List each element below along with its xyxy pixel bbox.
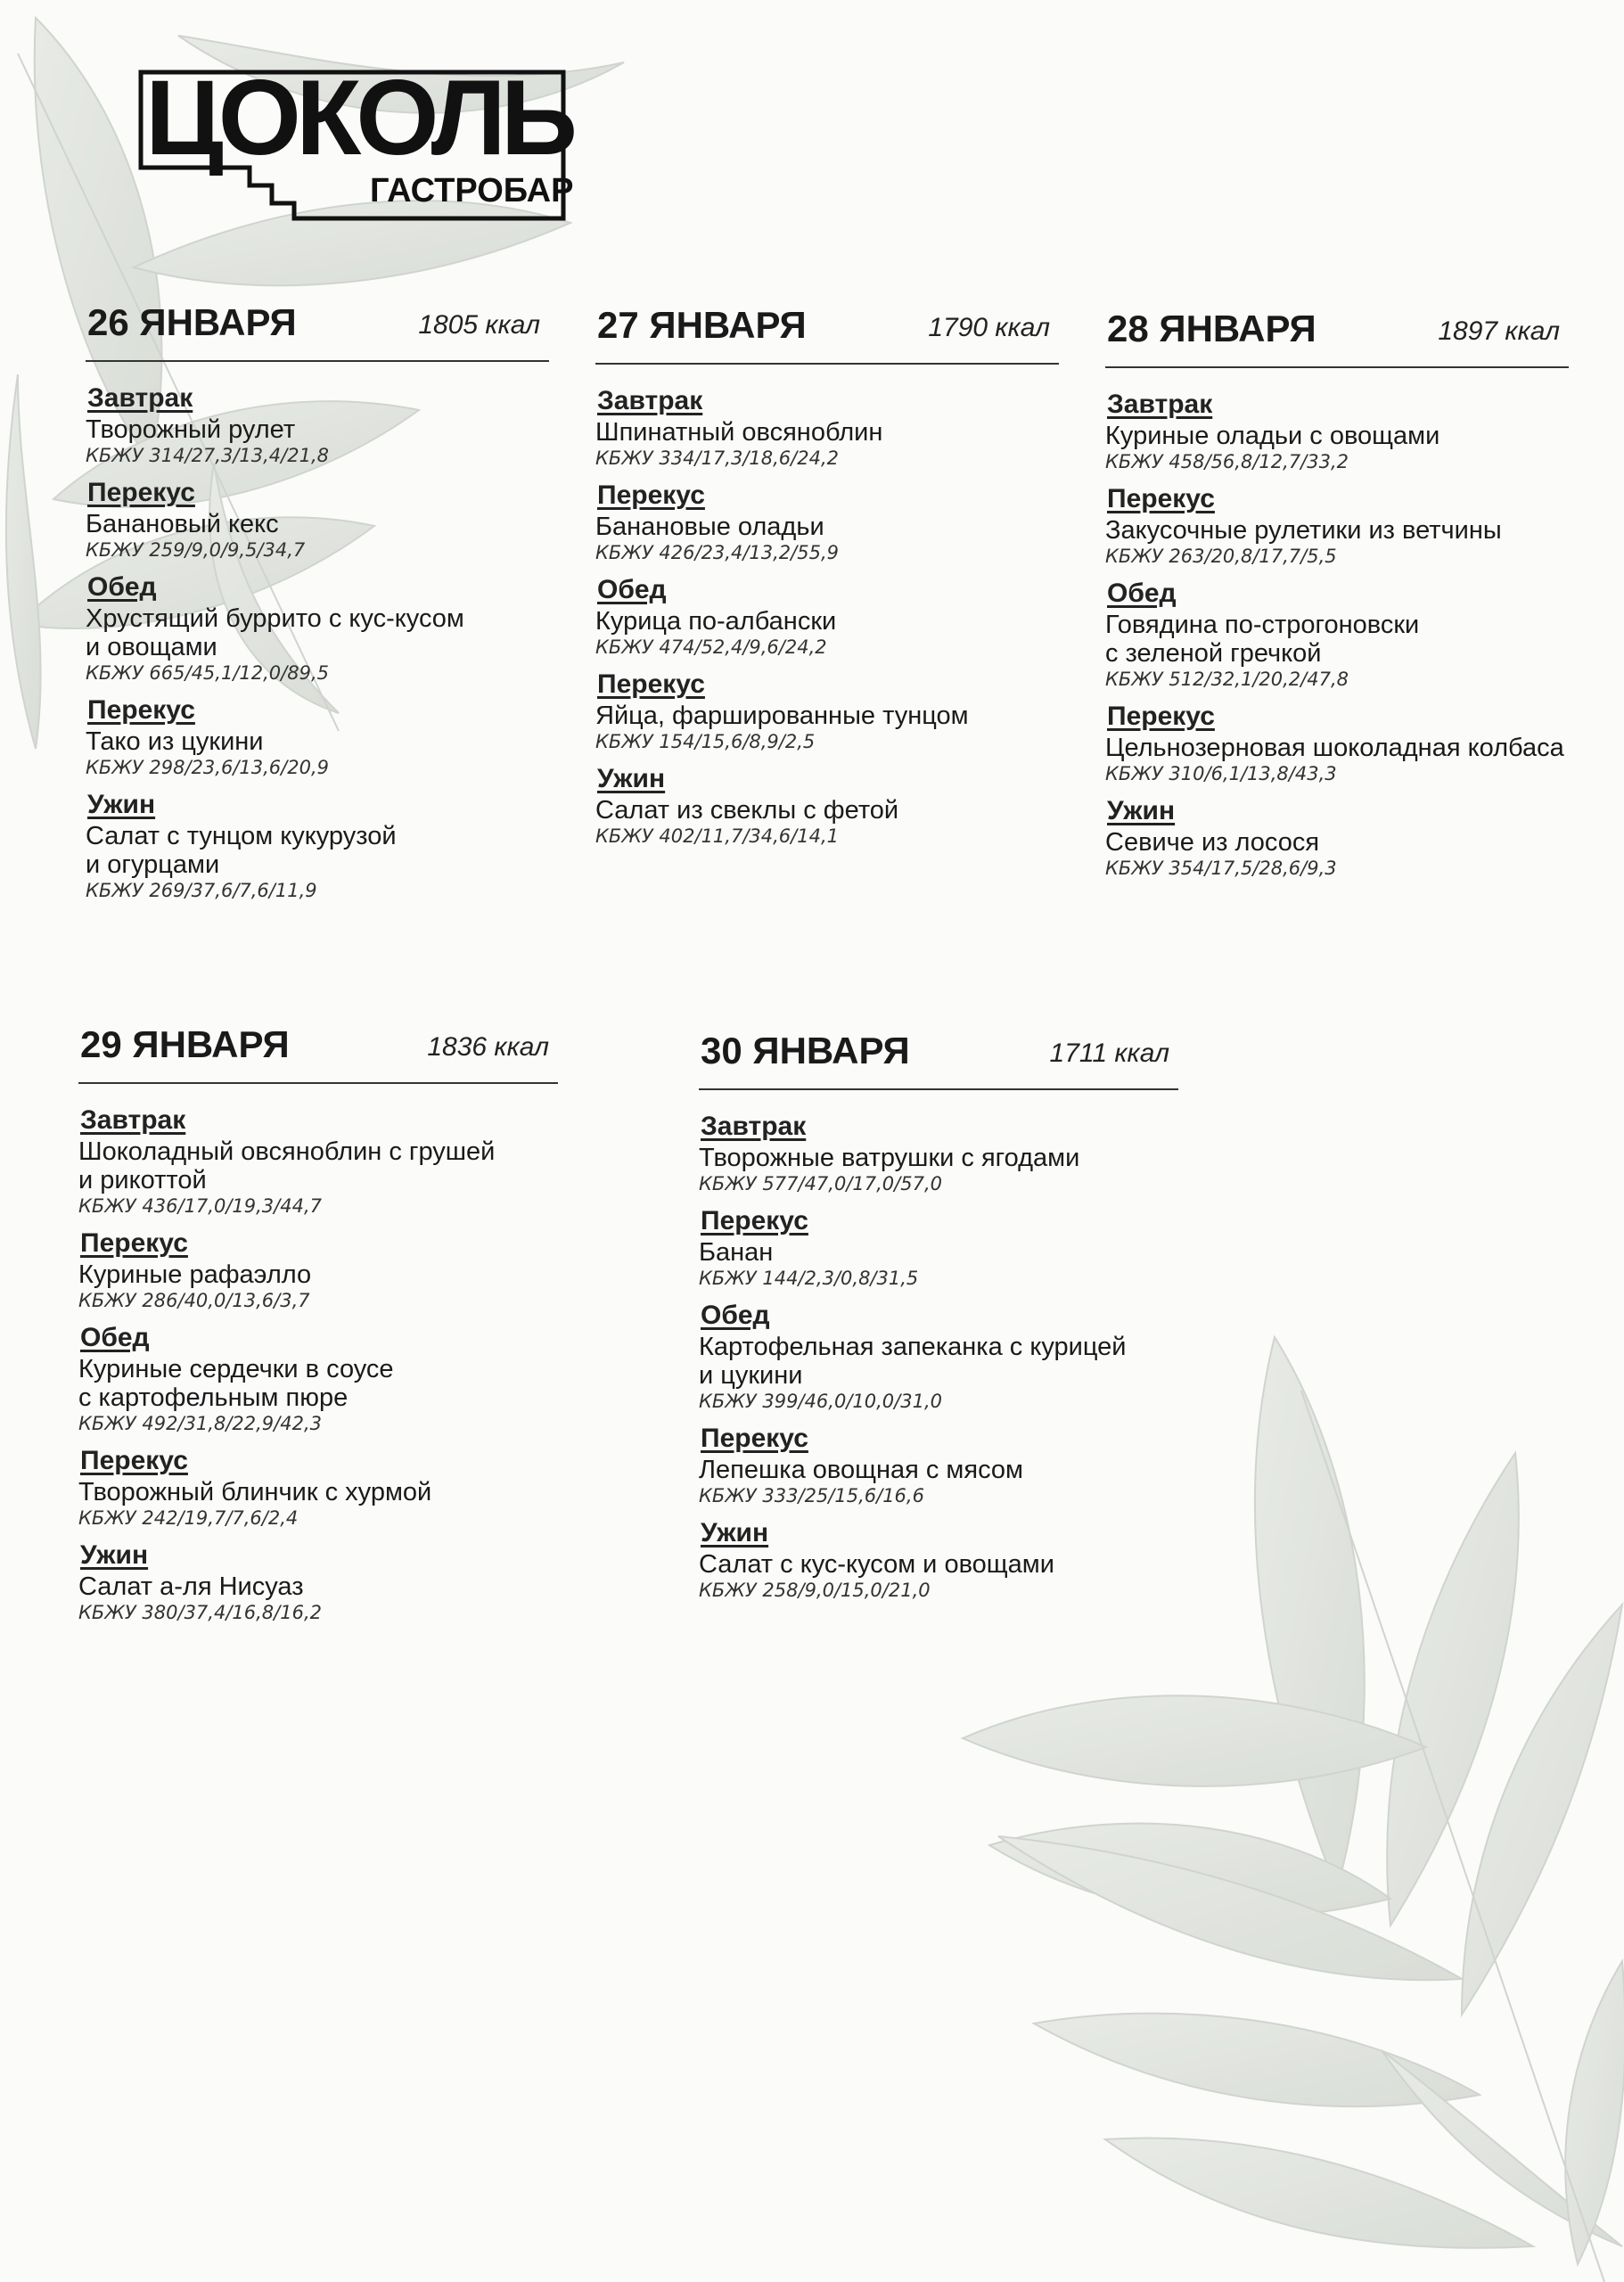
day-header — [78, 1023, 558, 1082]
meal-item — [1105, 577, 1569, 691]
day-divider — [595, 363, 1059, 365]
meal-type: Ужин — [597, 764, 666, 793]
day-header — [595, 304, 1059, 363]
meal-item — [78, 1104, 558, 1218]
meal-type: Обед — [1107, 579, 1177, 608]
meal-type: Завтрак — [701, 1112, 807, 1141]
meal-dish: Салат из свеклы с фетой — [595, 796, 899, 825]
meal-item — [699, 1299, 1178, 1413]
day-title: 26 ЯНВАРЯ — [87, 301, 297, 343]
meal-item — [595, 668, 1059, 753]
meal-item — [595, 573, 1059, 659]
day-title: 30 ЯНВАРЯ — [701, 1030, 910, 1071]
meal-item — [86, 570, 549, 685]
meal-type: Обед — [701, 1301, 770, 1330]
meal-item — [78, 1227, 558, 1312]
meal-dish: Банан — [699, 1238, 774, 1267]
meal-dish: Шпинатный овсяноблин — [595, 418, 883, 447]
meal-nutrition: КБЖУ 259/9,0/9,5/34,7 — [86, 539, 306, 561]
day-header — [86, 301, 549, 360]
meal-type: Перекус — [1107, 484, 1215, 513]
day-title: 27 ЯНВАРЯ — [597, 304, 807, 346]
day-divider — [86, 360, 549, 362]
meal-dish: Банановые оладьи — [595, 513, 824, 541]
meal-type: Обед — [80, 1323, 150, 1352]
meal-nutrition: КБЖУ 242/19,7/7,6/2,4 — [78, 1507, 299, 1529]
day-header — [699, 1030, 1178, 1088]
meal-dish: Шоколадный овсяноблин с грушей и рикоттой — [78, 1137, 496, 1194]
meal-type: Перекус — [87, 478, 195, 507]
meal-item — [86, 694, 549, 779]
meal-dish: Цельнозерновая шоколадная колбаса — [1105, 734, 1564, 762]
meal-dish: Куриные оладьи с овощами — [1105, 422, 1440, 450]
meal-nutrition: КБЖУ 258/9,0/15,0/21,0 — [699, 1580, 931, 1601]
meal-item — [86, 788, 549, 902]
meal-dish: Салат а-ля Нисуаз — [78, 1572, 304, 1601]
meal-type: Перекус — [701, 1206, 808, 1235]
meal-nutrition: КБЖУ 492/31,8/22,9/42,3 — [78, 1413, 322, 1434]
day-title: 28 ЯНВАРЯ — [1107, 308, 1316, 349]
meal-dish: Творожный рулет — [86, 415, 296, 444]
meal-dish: Куриные сердечки в соусе с картофельным пюре — [78, 1355, 394, 1412]
meal-item — [699, 1516, 1178, 1602]
meal-type: Перекус — [597, 480, 705, 510]
logo — [138, 58, 574, 221]
meal-nutrition: КБЖУ 298/23,6/13,6/20,9 — [86, 757, 329, 778]
meal-item — [595, 384, 1059, 470]
day-menu — [78, 1023, 558, 1633]
day-menu — [1105, 308, 1569, 889]
meal-dish: Банановый кекс — [86, 510, 279, 538]
day-divider — [78, 1082, 558, 1084]
day-calories: 1711 ккал — [1049, 1038, 1169, 1068]
meal-item — [1105, 482, 1569, 568]
meal-dish: Картофельная запеканка с курицей и цукини — [699, 1333, 1127, 1390]
meal-type: Перекус — [1107, 702, 1215, 731]
meal-nutrition: КБЖУ 314/27,3/13,4/21,8 — [86, 445, 329, 466]
meal-item — [1105, 388, 1569, 473]
meal-nutrition: КБЖУ 310/6,1/13,8/43,3 — [1105, 763, 1337, 784]
meal-nutrition: КБЖУ 263/20,8/17,7/5,5 — [1105, 546, 1337, 567]
meal-item — [699, 1110, 1178, 1195]
meal-item — [1105, 794, 1569, 880]
meal-dish: Курица по-албански — [595, 607, 837, 636]
meal-dish: Творожный блинчик с хурмой — [78, 1478, 432, 1506]
day-menu — [86, 301, 549, 911]
meal-nutrition: КБЖУ 512/32,1/20,2/47,8 — [1105, 669, 1349, 690]
meal-dish: Тако из цукини — [86, 727, 264, 756]
meal-dish: Куриные рафаэлло — [78, 1260, 312, 1289]
logo-subtitle: ГАСТРОБАР — [370, 172, 574, 209]
meal-nutrition: КБЖУ 154/15,6/8,9/2,5 — [595, 731, 816, 752]
meal-item — [699, 1204, 1178, 1290]
meal-nutrition: КБЖУ 436/17,0/19,3/44,7 — [78, 1195, 322, 1217]
meal-dish: Закусочные рулетики из ветчины — [1105, 516, 1502, 545]
day-header — [1105, 308, 1569, 366]
meal-type: Завтрак — [87, 383, 193, 413]
meal-nutrition: КБЖУ 333/25/15,6/16,6 — [699, 1485, 924, 1506]
meal-type: Ужин — [80, 1540, 149, 1570]
meal-item — [595, 479, 1059, 564]
meal-nutrition: КБЖУ 458/56,8/12,7/33,2 — [1105, 451, 1349, 472]
meal-dish: Творожные ватрушки с ягодами — [699, 1144, 1080, 1172]
meal-type: Перекус — [80, 1446, 188, 1475]
meal-dish: Севиче из лосося — [1105, 828, 1320, 857]
meal-dish: Салат с кус-кусом и овощами — [699, 1550, 1054, 1579]
meal-dish: Лепешка овощная с мясом — [699, 1456, 1023, 1484]
meal-dish: Хрустящий буррито с кус-кусом и овощами — [86, 604, 464, 661]
meal-nutrition: КБЖУ 577/47,0/17,0/57,0 — [699, 1173, 942, 1194]
meal-type: Обед — [597, 575, 667, 604]
day-divider — [699, 1088, 1178, 1090]
meal-type: Перекус — [597, 669, 705, 699]
meal-item — [86, 476, 549, 562]
meal-nutrition: КБЖУ 426/23,4/13,2/55,9 — [595, 542, 839, 563]
meal-item — [699, 1422, 1178, 1507]
meal-nutrition: КБЖУ 380/37,4/16,8/16,2 — [78, 1602, 322, 1623]
day-calories: 1836 ккал — [427, 1032, 549, 1062]
day-menu — [595, 304, 1059, 857]
meal-type: Ужин — [701, 1518, 769, 1547]
meal-nutrition: КБЖУ 399/46,0/10,0/31,0 — [699, 1391, 942, 1412]
meal-item — [86, 382, 549, 467]
day-calories: 1790 ккал — [928, 313, 1050, 342]
meal-type: Обед — [87, 572, 157, 602]
day-calories: 1805 ккал — [418, 310, 540, 340]
meal-nutrition: КБЖУ 269/37,6/7,6/11,9 — [86, 880, 317, 901]
meal-item — [1105, 700, 1569, 785]
meal-item — [595, 762, 1059, 848]
meal-type: Перекус — [80, 1228, 188, 1258]
meal-nutrition: КБЖУ 474/52,4/9,6/24,2 — [595, 636, 827, 658]
meal-nutrition: КБЖУ 334/17,3/18,6/24,2 — [595, 447, 839, 469]
meal-type: Перекус — [701, 1424, 808, 1453]
meal-type: Завтрак — [80, 1105, 186, 1135]
meal-item — [78, 1444, 558, 1530]
meal-type: Завтрак — [1107, 390, 1213, 419]
meal-item — [78, 1539, 558, 1624]
logo-name: ЦОКОЛЬ — [145, 58, 573, 177]
meal-type: Перекус — [87, 695, 195, 725]
meal-type: Ужин — [1107, 796, 1176, 825]
meal-nutrition: КБЖУ 286/40,0/13,6/3,7 — [78, 1290, 310, 1311]
day-title: 29 ЯНВАРЯ — [80, 1023, 290, 1065]
day-divider — [1105, 366, 1569, 368]
meal-nutrition: КБЖУ 354/17,5/28,6/9,3 — [1105, 858, 1337, 879]
meal-nutrition: КБЖУ 144/2,3/0,8/31,5 — [699, 1268, 919, 1289]
meal-type: Ужин — [87, 790, 156, 819]
meal-item — [78, 1321, 558, 1435]
day-calories: 1897 ккал — [1438, 316, 1560, 346]
meal-nutrition: КБЖУ 665/45,1/12,0/89,5 — [86, 662, 329, 684]
meal-dish: Салат с тунцом кукурузой и огурцами — [86, 822, 397, 879]
meal-nutrition: КБЖУ 402/11,7/34,6/14,1 — [595, 825, 839, 847]
meal-dish: Говядина по-строгоновски с зеленой гречкой — [1105, 611, 1420, 668]
meal-dish: Яйца, фаршированные тунцом — [595, 702, 969, 730]
day-menu — [699, 1030, 1178, 1611]
meal-type: Завтрак — [597, 386, 703, 415]
